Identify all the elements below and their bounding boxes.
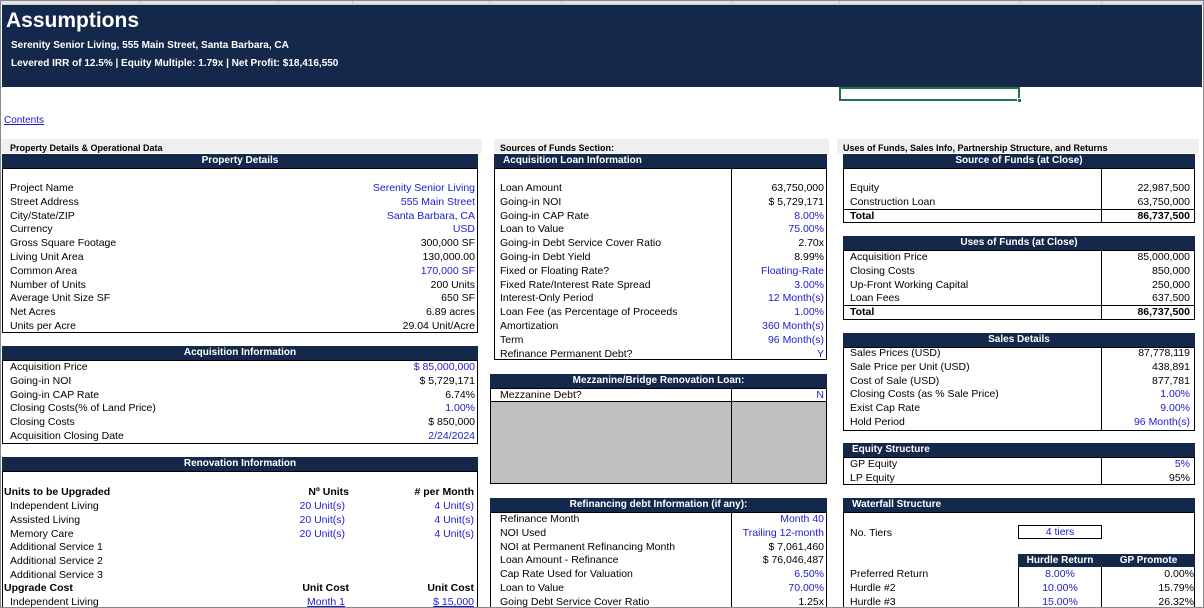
row-value[interactable]: $ 7,061,460 [768,540,824,553]
hurdle-value[interactable]: 10.00% [1042,581,1078,594]
data-row [850,291,1190,305]
row-label: Currency [10,223,53,236]
renovation-row [10,527,475,541]
row-value[interactable]: 29.04 Unit/Acre [402,320,475,332]
col-gp-promote: GP Promote [1102,554,1195,567]
row-label: Construction Loan [850,195,936,208]
data-row [10,236,475,250]
row-value[interactable]: 438,891 [1152,360,1190,373]
row-value[interactable]: $ 76,046,487 [762,554,824,567]
equity-header: Equity Structure [843,443,1195,457]
title-banner [2,5,1202,87]
data-row [850,387,1190,401]
row-value[interactable]: Y [816,347,824,360]
row-label: Net Acres [10,306,56,319]
data-row [500,333,825,347]
row-value[interactable]: 250,000 [1152,278,1190,291]
data-row [10,401,475,415]
renovation-label: Independent Living [10,500,99,512]
row-label: Average Unit Size SF [10,292,111,305]
waterfall-row [850,581,1195,595]
data-row [500,278,825,292]
renovation-label: Additional Service 1 [10,541,103,554]
row-label: Street Address [10,195,79,208]
total-value: 86,737,500 [1137,209,1190,222]
data-row [850,250,1190,264]
waterfall-row [850,567,1195,581]
data-row [10,291,475,305]
data-row [500,595,825,608]
units-value[interactable]: 20 Unit(s) [299,527,345,540]
renovation-label: Memory Care [10,527,74,540]
row-label: Going-in Debt Yield [500,251,591,263]
row-value[interactable]: $ 85,000,000 [413,361,475,373]
row-value[interactable]: 360 Month(s) [762,320,824,332]
total-label: Total [850,209,875,222]
cost-value-2[interactable]: $ 15,000 [433,596,474,608]
row-label: Going-in NOI [500,195,562,208]
renovation-row [10,499,475,513]
data-row [500,222,825,236]
row-value[interactable]: 850,000 [1152,264,1190,277]
row-value[interactable]: 1.25x [798,595,824,608]
row-label: Loan Fee (as Percentage of Proceeds [500,306,678,319]
total-value: 86,737,500 [1137,306,1190,319]
property-subtitle: Serenity Senior Living, 555 Main Street, Santa Barbara, CA [11,40,289,51]
row-label: Refinance Month [500,513,580,525]
data-row [500,526,825,540]
row-value[interactable]: 300,000 SF [420,237,475,250]
row-label: Number of Units [10,278,86,291]
row-label: Cost of Sale (USD) [850,374,940,387]
row-label: Term [500,333,524,346]
data-row [850,264,1190,278]
row-value[interactable]: Serenity Senior Living [372,182,475,194]
row-label: Going-in Debt Service Cover Ratio [500,237,662,250]
mezz-grey-area-left [491,402,731,483]
cost-row [10,595,475,608]
row-label: GP Equity [850,458,898,470]
row-label: Loan Fees [850,292,900,305]
data-row [500,264,825,278]
mezz-grey-area-right [732,402,826,483]
uses-header: Uses of Funds (at Close) [843,236,1195,250]
row-value[interactable]: Month 40 [780,513,824,525]
row-label: Loan Amount - Refinance [500,554,619,567]
row-label: Closing Costs(% of Land Price) [10,402,156,415]
row-value[interactable]: 1.00% [794,306,824,319]
row-label: Loan to Value [500,582,565,594]
data-row [850,401,1190,415]
row-value[interactable]: 877,781 [1152,374,1190,387]
waterfall-label: Hurdle #3 [850,595,896,608]
data-row [500,209,825,223]
data-row [10,222,475,236]
data-row [500,181,825,195]
data-row [500,250,825,264]
row-label: Going-in NOI [10,374,72,387]
total-row [850,305,1190,319]
per-month-value[interactable]: 4 Unit(s) [434,513,474,526]
units-upgrade-label: Units to be Upgraded [4,486,111,498]
renovation-label: Assisted Living [10,513,81,526]
data-row [10,278,475,292]
row-label: Fixed Rate/Interest Rate Spread [500,278,651,291]
row-value[interactable]: 63,750,000 [771,182,824,194]
section-label-sources: Sources of Funds Section: [500,143,615,153]
waterfall-header: Waterfall Structure [843,498,1195,512]
data-row [10,429,475,443]
row-label: Fixed or Floating Rate? [500,264,610,277]
row-value[interactable]: 95% [1168,471,1190,484]
row-label: Equity [850,182,880,194]
row-value[interactable]: 22,987,500 [1137,182,1190,194]
hurdle-value[interactable]: 15.00% [1042,595,1078,608]
row-value[interactable]: 170,000 SF [420,264,475,277]
acquisition-header: Acquisition Information [2,346,478,360]
col-unit-cost-1: Unit Cost [302,582,349,594]
row-value[interactable]: 200 Units [430,278,475,291]
promote-value: 15.79% [1158,581,1194,594]
row-value[interactable]: $ 5,729,171 [419,374,475,387]
data-row [500,347,825,361]
row-value[interactable]: 9.00% [1160,402,1190,415]
row-label: City/State/ZIP [10,209,75,222]
data-row [10,374,475,388]
row-label: Amortization [500,320,559,332]
contents-link[interactable]: Contents [4,115,45,126]
data-row [10,319,475,333]
row-label: Loan Amount [500,182,562,194]
section-label-uses: Uses of Funds, Sales Info, Partnership Structure, and Returns [843,143,1108,153]
renovation-row [10,540,475,554]
renovation-header: Renovation Information [2,457,478,471]
renovation-label: Additional Service 2 [10,555,103,568]
data-row [850,457,1190,471]
row-value[interactable]: 2.70x [798,237,824,250]
units-value[interactable]: 20 Unit(s) [299,500,345,512]
acq-loan-header: Acquisition Loan Information [494,154,827,168]
row-value[interactable]: Trailing 12-month [742,526,824,539]
waterfall-label: Hurdle #2 [850,581,896,594]
data-row [500,567,825,581]
upgrade-cost-label: Upgrade Cost [4,582,73,594]
row-label: Up-Front Working Capital [850,278,969,291]
data-row [850,415,1190,429]
data-row [500,236,825,250]
data-row [10,250,475,264]
promote-value: 26.32% [1158,595,1194,608]
renovation-row [10,568,475,582]
row-label: Closing Costs [10,416,75,429]
data-row [10,181,475,195]
section-label-property: Property Details & Operational Data [10,143,163,153]
per-month-value[interactable]: 4 Unit(s) [434,527,474,540]
data-row [500,305,825,319]
row-value[interactable]: 130,000.00 [422,251,475,263]
row-label: LP Equity [850,471,895,484]
row-label: Acquisition Price [10,361,88,373]
row-value[interactable]: 6.74% [445,388,475,401]
fill-handle[interactable] [1017,98,1022,103]
tiers-input[interactable]: 4 tiers [1018,525,1102,539]
row-label: NOI at Permanent Refinancing Month [500,540,676,553]
page-title: Assumptions [6,9,140,32]
row-label: NOI Used [500,526,547,539]
data-row [10,305,475,319]
row-value[interactable]: 87,778,119 [1138,347,1190,359]
row-label: Living Unit Area [10,251,84,263]
row-value[interactable]: 96 Month(s) [767,333,824,346]
row-value[interactable]: USD [452,223,475,236]
data-row [500,388,825,402]
row-label: Mezzanine Debt? [500,389,582,401]
row-label: Going-in CAP Rate [500,209,590,222]
row-value[interactable]: 650 SF [441,292,475,305]
row-value[interactable]: 6.50% [794,568,824,581]
data-row [500,195,825,209]
cost-label: Independent Living [10,596,99,608]
row-label: Sales Prices (USD) [850,347,941,359]
units-value[interactable]: 20 Unit(s) [299,513,345,526]
data-row [850,181,1190,195]
row-label: Closing Costs (as % Sale Price) [850,388,999,401]
total-label: Total [850,306,875,319]
data-row [850,195,1190,209]
data-row [500,512,825,526]
data-row [850,346,1190,360]
row-label: Acquisition Closing Date [10,430,124,442]
renovation-row [10,513,475,527]
sources-header: Source of Funds (at Close) [843,154,1195,168]
row-label: Closing Costs [850,264,915,277]
data-row [500,553,825,567]
row-label: Going-in CAP Rate [10,388,100,401]
data-row [500,581,825,595]
row-label: Loan to Value [500,223,565,236]
row-label: Units per Acre [10,320,76,332]
row-value[interactable]: 8.00% [794,209,824,222]
row-value[interactable]: 3.00% [794,278,824,291]
row-value[interactable]: 8.99% [794,251,824,263]
row-label: Acquisition Price [850,251,928,263]
row-label: Refinance Permanent Debt? [500,347,633,360]
col-hurdle-return: Hurdle Return [1018,554,1102,567]
row-value[interactable]: 5% [1174,458,1190,470]
promote-value: 0.00% [1164,568,1194,580]
row-label: Going Debt Service Cover Ratio [500,595,650,608]
row-value[interactable]: 1.00% [1160,388,1190,401]
sales-header: Sales Details [843,333,1195,347]
data-row [500,540,825,554]
row-value[interactable]: $ 850,000 [428,416,475,429]
row-value[interactable]: 1.00% [445,402,475,415]
row-value[interactable]: Floating-Rate [760,264,824,277]
waterfall-label: Preferred Return [850,568,929,580]
data-row [10,264,475,278]
row-value[interactable]: 85,000,000 [1137,251,1190,263]
data-row [850,278,1190,292]
col-per-month: # per Month [414,486,474,498]
waterfall-row [850,595,1195,608]
row-label: Exist Cap Rate [850,402,921,415]
row-label: Gross Square Footage [10,237,117,250]
hurdle-value[interactable]: 8.00% [1045,568,1075,580]
mezz-header: Mezzanine/Bridge Renovation Loan: [490,374,827,388]
tiers-label: No. Tiers [850,527,893,539]
row-label: Cap Rate Used for Valuation [500,568,633,581]
row-label: Project Name [10,182,74,194]
row-value[interactable]: 6.89 acres [425,306,475,319]
data-row [10,209,475,223]
row-value[interactable]: 75.00% [788,223,824,236]
data-row [10,360,475,374]
data-row [10,388,475,402]
property-details-header: Property Details [2,154,478,168]
data-row [850,374,1190,388]
col-units: Nº Units [308,486,349,498]
row-value[interactable]: N [816,389,824,401]
selected-cell[interactable] [839,87,1020,101]
row-value[interactable]: Santa Barbara, CA [386,209,475,222]
renovation-label: Additional Service 3 [10,569,103,581]
per-month-value[interactable]: 4 Unit(s) [434,500,474,512]
data-row [500,291,825,305]
upgrade-cost-header-row [4,581,474,595]
row-label: Sale Price per Unit (USD) [850,360,970,373]
data-row [10,415,475,429]
data-row [10,195,475,209]
row-value[interactable]: 2/24/2024 [428,430,475,442]
units-upgrade-header-row [4,485,474,499]
refi-header: Refinancing debt Information (if any): [490,498,827,512]
row-label: Hold Period [850,416,905,428]
returns-summary: Levered IRR of 12.5% | Equity Multiple: 1.79x | Net Profit: $18,416,550 [11,58,339,69]
total-row [850,209,1190,223]
row-label: Common Area [10,264,78,277]
row-label: Interest-Only Period [500,292,594,305]
data-row [500,319,825,333]
row-value[interactable]: 96 Month(s) [1133,416,1190,428]
renovation-row [10,554,475,568]
row-value[interactable]: 12 Month(s) [767,292,824,305]
row-value[interactable]: 555 Main Street [400,195,475,208]
row-value[interactable]: 70.00% [788,582,824,594]
data-row [850,471,1190,485]
row-value[interactable]: $ 5,729,171 [768,195,824,208]
row-value[interactable]: 63,750,000 [1137,195,1190,208]
row-value[interactable]: 637,500 [1152,292,1190,305]
data-row [850,360,1190,374]
cost-value-1[interactable]: Month 1 [307,596,345,608]
col-unit-cost-2: Unit Cost [427,582,474,594]
